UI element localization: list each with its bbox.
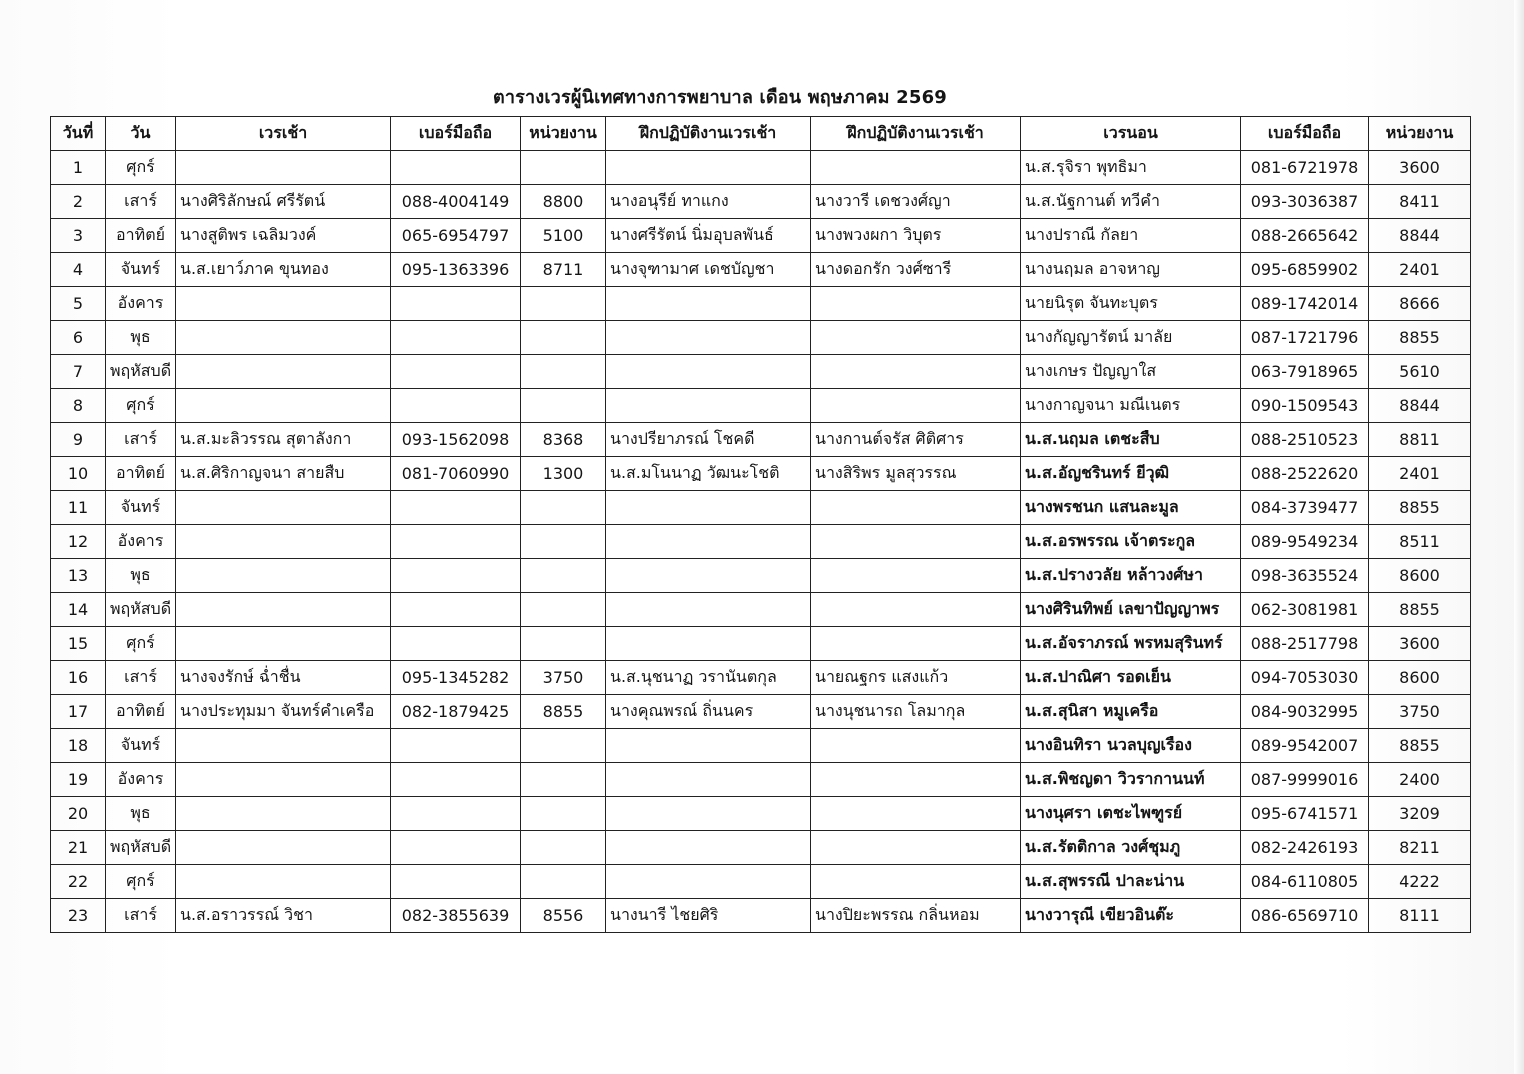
cell-night-shift: นายนิรุต จันทะบุตร — [1021, 287, 1241, 321]
cell-day: อาทิตย์ — [106, 457, 176, 491]
cell-night-unit: 8666 — [1369, 287, 1471, 321]
cell-morning-shift: นางจงรักษ์ ฉ่ำชื่น — [176, 661, 391, 695]
cell-trainee-1: นางปรียาภรณ์ โชคดี — [606, 423, 811, 457]
cell-date: 11 — [51, 491, 106, 525]
cell-phone — [391, 525, 521, 559]
cell-day: อาทิตย์ — [106, 219, 176, 253]
cell-phone — [391, 355, 521, 389]
cell-trainee-2 — [811, 797, 1021, 831]
cell-night-phone: 082-2426193 — [1241, 831, 1369, 865]
table-row — [51, 423, 1471, 457]
cell-night-unit: 3750 — [1369, 695, 1471, 729]
cell-night-shift: น.ส.รุจิรา พุทธิมา — [1021, 151, 1241, 185]
cell-morning-shift: น.ส.มะลิวรรณ สุตาลังกา — [176, 423, 391, 457]
cell-trainee-2: นางกานต์จรัส ศิติศาร — [811, 423, 1021, 457]
cell-phone: 095-1345282 — [391, 661, 521, 695]
cell-morning-shift: นางสูติพร เฉลิมวงค์ — [176, 219, 391, 253]
cell-unit — [521, 831, 606, 865]
cell-night-shift: นางปราณี กัลยา — [1021, 219, 1241, 253]
cell-phone — [391, 491, 521, 525]
cell-day: เสาร์ — [106, 661, 176, 695]
cell-unit: 3750 — [521, 661, 606, 695]
cell-date: 16 — [51, 661, 106, 695]
cell-night-unit: 4222 — [1369, 865, 1471, 899]
cell-phone — [391, 797, 521, 831]
cell-night-unit: 8211 — [1369, 831, 1471, 865]
cell-unit: 8855 — [521, 695, 606, 729]
cell-phone — [391, 151, 521, 185]
cell-day: พุธ — [106, 559, 176, 593]
cell-day: ศุกร์ — [106, 151, 176, 185]
cell-trainee-1: น.ส.มโนนาฏ วัฒนะโชติ — [606, 457, 811, 491]
cell-day: อาทิตย์ — [106, 695, 176, 729]
cell-phone: 082-1879425 — [391, 695, 521, 729]
table-row — [51, 661, 1471, 695]
cell-unit: 5100 — [521, 219, 606, 253]
cell-trainee-2 — [811, 831, 1021, 865]
cell-night-unit: 8600 — [1369, 559, 1471, 593]
cell-trainee-1 — [606, 151, 811, 185]
cell-morning-shift: น.ส.อราวรรณ์ วิชา — [176, 899, 391, 933]
page-title: ตารางเวรผู้นิเทศทางการพยาบาล เดือน พฤษภาคม 2569 — [492, 87, 948, 108]
cell-date: 5 — [51, 287, 106, 321]
cell-day: ศุกร์ — [106, 389, 176, 423]
cell-trainee-1 — [606, 559, 811, 593]
cell-trainee-2 — [811, 491, 1021, 525]
page-edge-shadow — [1514, 0, 1524, 1074]
cell-night-phone: 084-9032995 — [1241, 695, 1369, 729]
cell-night-unit: 8844 — [1369, 219, 1471, 253]
cell-morning-shift — [176, 831, 391, 865]
cell-night-shift: น.ส.อรพรรณ เจ้าตระกูล — [1021, 525, 1241, 559]
cell-phone: 095-1363396 — [391, 253, 521, 287]
cell-morning-shift — [176, 525, 391, 559]
cell-night-unit: 2400 — [1369, 763, 1471, 797]
cell-night-unit: 8811 — [1369, 423, 1471, 457]
cell-day: เสาร์ — [106, 423, 176, 457]
cell-night-phone: 098-3635524 — [1241, 559, 1369, 593]
cell-trainee-1 — [606, 287, 811, 321]
cell-date: 20 — [51, 797, 106, 831]
cell-unit — [521, 593, 606, 627]
cell-unit — [521, 729, 606, 763]
cell-night-phone: 093-3036387 — [1241, 185, 1369, 219]
cell-unit — [521, 355, 606, 389]
table-row — [51, 695, 1471, 729]
cell-night-unit: 2401 — [1369, 253, 1471, 287]
header-date: วันที่ — [51, 117, 106, 151]
cell-date: 17 — [51, 695, 106, 729]
cell-night-unit: 8600 — [1369, 661, 1471, 695]
cell-night-shift: นางวารุณี เขียวอินต๊ะ — [1021, 899, 1241, 933]
cell-day: อังคาร — [106, 287, 176, 321]
cell-day: จันทร์ — [106, 729, 176, 763]
cell-phone: 081-7060990 — [391, 457, 521, 491]
header-trainee-morning-2: ฝึกปฏิบัติงานเวรเช้า — [811, 117, 1021, 151]
table-row — [51, 219, 1471, 253]
cell-trainee-2: นางพวงผกา วิบุตร — [811, 219, 1021, 253]
cell-night-phone: 094-7053030 — [1241, 661, 1369, 695]
cell-night-phone: 095-6741571 — [1241, 797, 1369, 831]
cell-trainee-1 — [606, 321, 811, 355]
cell-morning-shift — [176, 321, 391, 355]
cell-night-unit: 8411 — [1369, 185, 1471, 219]
table-row — [51, 321, 1471, 355]
table-row — [51, 355, 1471, 389]
cell-phone — [391, 627, 521, 661]
cell-trainee-2 — [811, 559, 1021, 593]
cell-night-phone: 081-6721978 — [1241, 151, 1369, 185]
cell-morning-shift — [176, 491, 391, 525]
cell-night-shift: น.ส.รัตติกาล วงศ์ชุมภู — [1021, 831, 1241, 865]
cell-date: 18 — [51, 729, 106, 763]
cell-trainee-1: นางศรีรัตน์ นิ่มอุบลพันธ์ — [606, 219, 811, 253]
cell-night-phone: 088-2665642 — [1241, 219, 1369, 253]
cell-night-phone: 087-9999016 — [1241, 763, 1369, 797]
header-night-unit: หน่วยงาน — [1369, 117, 1471, 151]
cell-trainee-2 — [811, 151, 1021, 185]
cell-unit — [521, 321, 606, 355]
cell-night-shift: น.ส.นัฐกานต์ ทวีคำ — [1021, 185, 1241, 219]
cell-date: 1 — [51, 151, 106, 185]
cell-day: พฤหัสบดี — [106, 831, 176, 865]
cell-unit — [521, 865, 606, 899]
cell-day: เสาร์ — [106, 899, 176, 933]
cell-morning-shift — [176, 797, 391, 831]
cell-trainee-1: นางจุฑามาศ เดชบัญชา — [606, 253, 811, 287]
cell-phone: 082-3855639 — [391, 899, 521, 933]
cell-morning-shift — [176, 151, 391, 185]
cell-day: ศุกร์ — [106, 627, 176, 661]
cell-date: 14 — [51, 593, 106, 627]
cell-night-shift: น.ส.อัจราภรณ์ พรหมสุรินทร์ — [1021, 627, 1241, 661]
duty-schedule-table — [50, 116, 1471, 933]
table-body — [51, 151, 1471, 933]
cell-day: พฤหัสบดี — [106, 593, 176, 627]
cell-trainee-1 — [606, 593, 811, 627]
cell-date: 3 — [51, 219, 106, 253]
cell-trainee-2 — [811, 389, 1021, 423]
cell-unit — [521, 797, 606, 831]
cell-night-phone: 089-9542007 — [1241, 729, 1369, 763]
cell-night-shift: นางนฤมล อาจหาญ — [1021, 253, 1241, 287]
cell-day: อังคาร — [106, 525, 176, 559]
cell-phone — [391, 389, 521, 423]
cell-night-unit: 3209 — [1369, 797, 1471, 831]
cell-date: 23 — [51, 899, 106, 933]
table-row — [51, 457, 1471, 491]
table-row — [51, 899, 1471, 933]
cell-trainee-2 — [811, 287, 1021, 321]
cell-night-shift: นางศิรินทิพย์ เลขาปัญญาพร — [1021, 593, 1241, 627]
header-trainee-morning-1: ฝึกปฏิบัติงานเวรเช้า — [606, 117, 811, 151]
cell-unit — [521, 491, 606, 525]
cell-day: อังคาร — [106, 763, 176, 797]
cell-night-shift: น.ส.นฤมล เตชะสืบ — [1021, 423, 1241, 457]
cell-trainee-2: นางนุชนารถ โลมากุล — [811, 695, 1021, 729]
cell-phone — [391, 559, 521, 593]
cell-trainee-1: นางอนุรีย์ ทาแกง — [606, 185, 811, 219]
cell-morning-shift — [176, 593, 391, 627]
cell-date: 8 — [51, 389, 106, 423]
header-morning-shift: เวรเช้า — [176, 117, 391, 151]
cell-trainee-1 — [606, 797, 811, 831]
cell-night-unit: 2401 — [1369, 457, 1471, 491]
cell-trainee-1 — [606, 389, 811, 423]
cell-night-unit: 8855 — [1369, 321, 1471, 355]
cell-trainee-2 — [811, 593, 1021, 627]
cell-date: 22 — [51, 865, 106, 899]
cell-night-shift: นางพรชนก แสนละมูล — [1021, 491, 1241, 525]
cell-night-unit: 8855 — [1369, 729, 1471, 763]
cell-trainee-1 — [606, 831, 811, 865]
cell-unit — [521, 151, 606, 185]
cell-unit: 8368 — [521, 423, 606, 457]
cell-night-unit: 8855 — [1369, 491, 1471, 525]
cell-night-phone: 062-3081981 — [1241, 593, 1369, 627]
table-row — [51, 525, 1471, 559]
cell-day: พุธ — [106, 797, 176, 831]
table-row — [51, 797, 1471, 831]
cell-phone — [391, 593, 521, 627]
cell-trainee-2: นางปิยะพรรณ กลิ่นหอม — [811, 899, 1021, 933]
cell-phone: 088-4004149 — [391, 185, 521, 219]
cell-morning-shift — [176, 355, 391, 389]
table-row — [51, 185, 1471, 219]
cell-phone — [391, 729, 521, 763]
cell-trainee-1: น.ส.นุชนาฏ วรานันตกุล — [606, 661, 811, 695]
cell-trainee-1 — [606, 865, 811, 899]
cell-trainee-2 — [811, 355, 1021, 389]
cell-morning-shift — [176, 627, 391, 661]
cell-day: พุธ — [106, 321, 176, 355]
cell-morning-shift — [176, 559, 391, 593]
cell-night-phone: 063-7918965 — [1241, 355, 1369, 389]
cell-date: 12 — [51, 525, 106, 559]
cell-night-shift: น.ส.สุนิสา หมูเครือ — [1021, 695, 1241, 729]
cell-unit: 8556 — [521, 899, 606, 933]
cell-night-unit: 3600 — [1369, 627, 1471, 661]
cell-night-shift: นางกาญจนา มณีเนตร — [1021, 389, 1241, 423]
table-row — [51, 729, 1471, 763]
cell-trainee-2: นางสิริพร มูลสุวรรณ — [811, 457, 1021, 491]
cell-date: 19 — [51, 763, 106, 797]
table-row — [51, 763, 1471, 797]
cell-trainee-1 — [606, 355, 811, 389]
cell-night-unit: 3600 — [1369, 151, 1471, 185]
header-phone: เบอร์มือถือ — [391, 117, 521, 151]
cell-night-phone: 088-2522620 — [1241, 457, 1369, 491]
cell-trainee-2: นางดอกรัก วงศ์ซารี — [811, 253, 1021, 287]
table-row — [51, 593, 1471, 627]
table-row — [51, 389, 1471, 423]
cell-trainee-1 — [606, 525, 811, 559]
cell-morning-shift — [176, 763, 391, 797]
cell-day: เสาร์ — [106, 185, 176, 219]
cell-morning-shift — [176, 729, 391, 763]
cell-unit: 8711 — [521, 253, 606, 287]
cell-trainee-1 — [606, 729, 811, 763]
cell-phone: 093-1562098 — [391, 423, 521, 457]
cell-trainee-2 — [811, 729, 1021, 763]
table-row — [51, 627, 1471, 661]
cell-date: 2 — [51, 185, 106, 219]
cell-day: จันทร์ — [106, 253, 176, 287]
cell-night-shift: นางกัญญารัตน์ มาลัย — [1021, 321, 1241, 355]
cell-unit — [521, 525, 606, 559]
cell-night-phone: 087-1721796 — [1241, 321, 1369, 355]
cell-date: 13 — [51, 559, 106, 593]
cell-date: 9 — [51, 423, 106, 457]
cell-phone — [391, 287, 521, 321]
cell-date: 6 — [51, 321, 106, 355]
cell-phone — [391, 763, 521, 797]
cell-morning-shift — [176, 865, 391, 899]
cell-night-shift: น.ส.อัญชรินทร์ ยีวุฒิ — [1021, 457, 1241, 491]
cell-night-unit: 5610 — [1369, 355, 1471, 389]
cell-trainee-2 — [811, 865, 1021, 899]
cell-phone — [391, 865, 521, 899]
cell-night-unit: 8855 — [1369, 593, 1471, 627]
cell-morning-shift — [176, 389, 391, 423]
header-night-shift: เวรนอน — [1021, 117, 1241, 151]
cell-night-shift: นางเกษร ปัญญาใส — [1021, 355, 1241, 389]
cell-night-phone: 090-1509543 — [1241, 389, 1369, 423]
header-night-phone: เบอร์มือถือ — [1241, 117, 1369, 151]
table-row — [51, 151, 1471, 185]
cell-unit: 1300 — [521, 457, 606, 491]
cell-unit — [521, 627, 606, 661]
cell-trainee-2: นายณฐกร แสงแก้ว — [811, 661, 1021, 695]
cell-night-shift: นางอินทิรา นวลบุญเรือง — [1021, 729, 1241, 763]
cell-trainee-1 — [606, 627, 811, 661]
cell-night-unit: 8111 — [1369, 899, 1471, 933]
cell-morning-shift: น.ส.ศิริกาญจนา สายสืบ — [176, 457, 391, 491]
cell-night-shift: น.ส.ปรางวลัย หล้าวงศ์ษา — [1021, 559, 1241, 593]
cell-morning-shift: นางศิริลักษณ์ ศรีรัตน์ — [176, 185, 391, 219]
cell-night-shift: น.ส.พิชญดา วิวรากานนท์ — [1021, 763, 1241, 797]
table-row — [51, 559, 1471, 593]
table-row — [51, 491, 1471, 525]
cell-trainee-2: นางวารี เดชวงศ์ญา — [811, 185, 1021, 219]
cell-trainee-2 — [811, 627, 1021, 661]
table-row — [51, 253, 1471, 287]
cell-day: พฤหัสบดี — [106, 355, 176, 389]
cell-trainee-1 — [606, 763, 811, 797]
table-row — [51, 287, 1471, 321]
cell-night-shift: น.ส.ปาณิศา รอดเย็น — [1021, 661, 1241, 695]
cell-phone — [391, 831, 521, 865]
cell-unit: 8800 — [521, 185, 606, 219]
cell-night-phone: 084-3739477 — [1241, 491, 1369, 525]
cell-phone: 065-6954797 — [391, 219, 521, 253]
cell-night-phone: 084-6110805 — [1241, 865, 1369, 899]
cell-trainee-2 — [811, 525, 1021, 559]
cell-day: ศุกร์ — [106, 865, 176, 899]
cell-unit — [521, 389, 606, 423]
cell-unit — [521, 559, 606, 593]
cell-morning-shift: นางประทุมมา จันทร์คำเครือ — [176, 695, 391, 729]
cell-trainee-1: นางคุณพรณ์ ถิ่นนคร — [606, 695, 811, 729]
cell-date: 15 — [51, 627, 106, 661]
cell-night-shift: น.ส.สุพรรณี ปาละน่าน — [1021, 865, 1241, 899]
cell-trainee-1: นางนารี ไชยศิริ — [606, 899, 811, 933]
cell-date: 4 — [51, 253, 106, 287]
cell-date: 7 — [51, 355, 106, 389]
cell-night-phone: 089-9549234 — [1241, 525, 1369, 559]
header-unit: หน่วยงาน — [521, 117, 606, 151]
cell-date: 21 — [51, 831, 106, 865]
cell-night-shift: นางนุศรา เตชะไพฑูรย์ — [1021, 797, 1241, 831]
cell-morning-shift — [176, 287, 391, 321]
cell-unit — [521, 763, 606, 797]
cell-night-unit: 8844 — [1369, 389, 1471, 423]
cell-night-unit: 8511 — [1369, 525, 1471, 559]
header-day: วัน — [106, 117, 176, 151]
cell-night-phone: 088-2510523 — [1241, 423, 1369, 457]
cell-morning-shift: น.ส.เยาว์ภาค ขุนทอง — [176, 253, 391, 287]
cell-unit — [521, 287, 606, 321]
cell-phone — [391, 321, 521, 355]
cell-night-phone: 088-2517798 — [1241, 627, 1369, 661]
cell-night-phone: 086-6569710 — [1241, 899, 1369, 933]
table-header-row — [51, 117, 1471, 151]
cell-trainee-1 — [606, 491, 811, 525]
cell-night-phone: 095-6859902 — [1241, 253, 1369, 287]
cell-trainee-2 — [811, 321, 1021, 355]
cell-date: 10 — [51, 457, 106, 491]
cell-trainee-2 — [811, 763, 1021, 797]
cell-night-phone: 089-1742014 — [1241, 287, 1369, 321]
cell-day: จันทร์ — [106, 491, 176, 525]
table-row — [51, 865, 1471, 899]
table-row — [51, 831, 1471, 865]
